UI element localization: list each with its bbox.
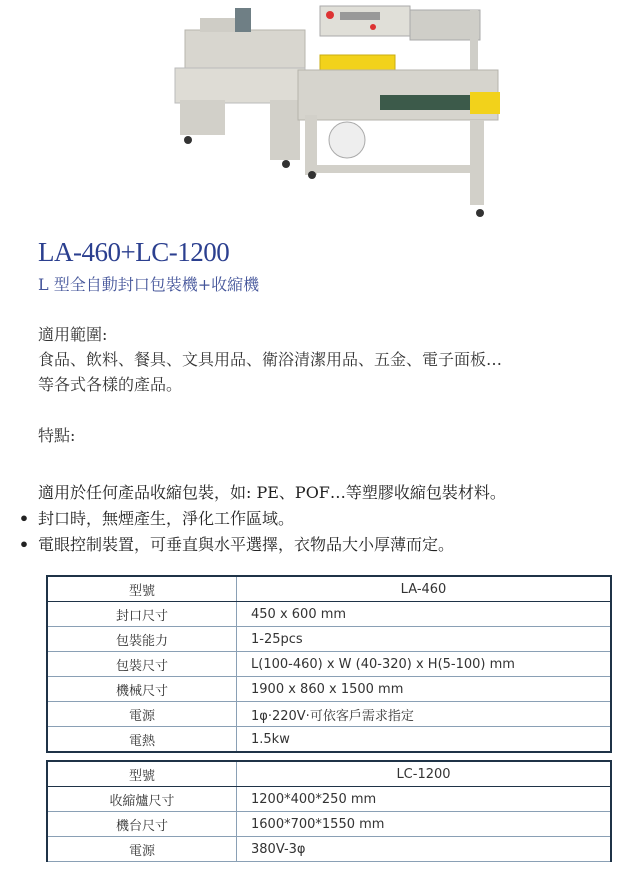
table-row — [47, 627, 611, 652]
feature-item — [10, 480, 506, 506]
row-key: 機台尺寸 — [47, 812, 237, 837]
table-row — [47, 727, 611, 753]
application-heading: 適用範圍: — [38, 325, 108, 344]
table-row — [47, 837, 611, 862]
row-key: 包裝尺寸 — [47, 652, 237, 677]
product-subtitle: L 型全自動封口包裝機+收縮機 — [38, 275, 260, 294]
application-line-2: 等各式各樣的產品。 — [38, 375, 183, 394]
header-value: LA-460 — [237, 576, 612, 602]
bullet — [10, 480, 38, 506]
feature-text: 適用於任何產品收縮包裝，如: PE、POF…等塑膠收縮包裝材料。 — [38, 483, 506, 502]
header-key: 型號 — [47, 576, 237, 602]
header-value: LC-1200 — [237, 761, 612, 787]
features-list — [10, 480, 506, 558]
table-row — [47, 787, 611, 812]
row-key: 電源 — [47, 837, 237, 862]
row-key: 收縮爐尺寸 — [47, 787, 237, 812]
bullet: • — [18, 535, 30, 554]
row-value: 1900 x 860 x 1500 mm — [237, 677, 612, 702]
row-key: 電熱 — [47, 727, 237, 753]
shrink-wrap-machine-image — [170, 0, 630, 225]
table-row — [47, 602, 611, 627]
row-value: 380V-3φ — [237, 837, 612, 862]
application-line-1: 食品、飲料、餐具、文具用品、衛浴清潔用品、五金、電子面板… — [38, 350, 503, 369]
table-header-row — [47, 761, 611, 787]
table-row — [47, 677, 611, 702]
row-value: 1200*400*250 mm — [237, 787, 612, 812]
feature-item — [10, 532, 506, 558]
features-heading: 特點: — [38, 426, 76, 445]
row-value: 1-25pcs — [237, 627, 612, 652]
row-value: 1.5kw — [237, 727, 612, 753]
table-row — [47, 652, 611, 677]
row-key: 包裝能力 — [47, 627, 237, 652]
la-460-spec-table — [46, 575, 612, 753]
header-key: 型號 — [47, 761, 237, 787]
row-key: 機械尺寸 — [47, 677, 237, 702]
feature-item — [10, 506, 506, 532]
row-key: 電源 — [47, 702, 237, 727]
table-row — [47, 702, 611, 727]
table-row — [47, 812, 611, 837]
row-value: 1600*700*1550 mm — [237, 812, 612, 837]
row-value: 1φ‧220V‧可依客戶需求指定 — [237, 702, 612, 727]
feature-text: 封口時，無煙產生，淨化工作區域。 — [38, 509, 295, 528]
row-value: 450 x 600 mm — [237, 602, 612, 627]
product-title: LA-460+LC-1200 — [38, 237, 230, 267]
feature-text: 電眼控制裝置，可垂直與水平選擇，衣物品大小厚薄而定。 — [38, 535, 455, 554]
row-key: 封口尺寸 — [47, 602, 237, 627]
row-value: L(100-460) x W (40-320) x H(5-100) mm — [237, 652, 612, 677]
table-header-row — [47, 576, 611, 602]
lc-1200-spec-table — [46, 760, 612, 862]
bullet: • — [18, 509, 30, 528]
